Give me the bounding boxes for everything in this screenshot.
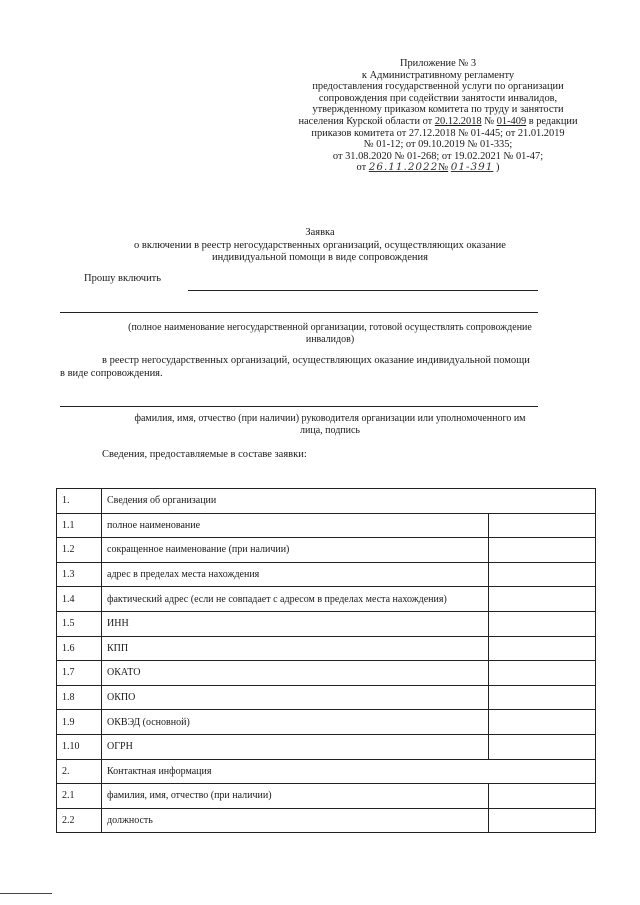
row-number: 1.4 (57, 587, 102, 612)
caption-org-name: (полное наименование негосударственной организации, готовой осуществлять сопровождение инвалидов) (128, 322, 532, 345)
row-number: 1.8 (57, 685, 102, 710)
row-label: фактический адрес (если не совпадает с адресом в пределах места нахождения) (102, 587, 489, 612)
table-row (57, 636, 596, 661)
caption-signature: фамилия, имя, отчество (при наличии) руководителя организации или уполномоченного им лица, подпись (134, 413, 526, 436)
table-row (57, 587, 596, 612)
header-line: утвержденному приказом комитета по труду и занятости (312, 104, 564, 116)
row-value-cell[interactable] (489, 710, 596, 735)
table-row (57, 685, 596, 710)
table-row (57, 513, 596, 538)
row-number: 1.5 (57, 611, 102, 636)
row-value-cell[interactable] (489, 636, 596, 661)
row-label: ОКВЭД (основной) (102, 710, 489, 735)
row-number: 2.2 (57, 808, 102, 833)
row-number: 2. (57, 759, 102, 784)
row-value-cell[interactable] (489, 513, 596, 538)
header-line: к Административному регламенту (361, 69, 515, 81)
row-number: 1.10 (57, 734, 102, 759)
row-number: 1.2 (57, 538, 102, 563)
table-row (57, 562, 596, 587)
header-line: Приложение № 3 (399, 58, 477, 69)
header-line: приказов комитета от 27.12.2018 № 01-445; от 21.01.2019 (311, 127, 565, 139)
order-number: 01-409 (496, 115, 527, 127)
header-line-handwritten: от 26.11.2022№ 01-391 ) (356, 161, 500, 174)
info-table (56, 488, 596, 833)
footer-divider (0, 893, 52, 894)
row-label: ИНН (102, 611, 489, 636)
row-value-cell[interactable] (489, 734, 596, 759)
org-name-line-1[interactable] (188, 290, 538, 291)
row-value-cell[interactable] (489, 808, 596, 833)
header-line-order: населения Курской области от 20.12.2018 № 01-409 в редакции (298, 115, 578, 127)
appendix-header (288, 58, 588, 174)
header-line: от 31.08.2020 № 01-268; от 19.02.2021 № 01-47; (332, 150, 544, 162)
row-number: 1.9 (57, 710, 102, 735)
row-value-cell[interactable] (489, 538, 596, 563)
registry-text-line2: в виде сопровождения. (60, 368, 163, 379)
row-value-cell[interactable] (489, 784, 596, 809)
order-date: 20.12.2018 (434, 115, 482, 127)
row-label: должность (102, 808, 489, 833)
table-row (57, 808, 596, 833)
row-value-cell[interactable] (489, 562, 596, 587)
row-label: ОКАТО (102, 661, 489, 686)
row-number: 1.7 (57, 661, 102, 686)
table-row (57, 538, 596, 563)
row-value-cell[interactable] (489, 611, 596, 636)
table-row (57, 759, 596, 784)
doc-subtitle-line1: о включении в реестр негосударственных организаций, осуществляющих оказание (134, 240, 506, 251)
org-name-line-2[interactable] (60, 312, 538, 313)
header-line: сопровождения при содействии занятости инвалидов, (318, 92, 558, 104)
table-row (57, 489, 596, 514)
request-label: Прошу включить (84, 273, 162, 284)
header-line: № 01-12; от 09.10.2019 № 01-335; (363, 139, 513, 151)
row-label: адрес в пределах места нахождения (102, 562, 489, 587)
signature-line[interactable] (60, 406, 538, 407)
row-value-cell[interactable] (489, 661, 596, 686)
row-label: полное наименование (102, 513, 489, 538)
row-value-cell[interactable] (489, 587, 596, 612)
header-line: предоставления государственной услуги по организации (312, 81, 564, 93)
row-label: КПП (102, 636, 489, 661)
table-row (57, 661, 596, 686)
row-label: фамилия, имя, отчество (при наличии) (102, 784, 489, 809)
handwritten-number: 01-391 (450, 161, 494, 174)
row-number: 1.3 (57, 562, 102, 587)
row-label: сокращенное наименование (при наличии) (102, 538, 489, 563)
row-label: ОГРН (102, 734, 489, 759)
registry-text-line1: в реестр негосударственных организаций, осуществляющих оказание индивидуальной помощи (102, 355, 530, 366)
doc-subtitle-line2: индивидуальной помощи в виде сопровождения (211, 252, 429, 263)
table-row (57, 734, 596, 759)
section-intro: Сведения, предоставляемые в составе заявки: (102, 449, 307, 460)
row-label: ОКПО (102, 685, 489, 710)
table-row (57, 710, 596, 735)
row-number: 2.1 (57, 784, 102, 809)
row-number: 1.6 (57, 636, 102, 661)
row-number: 1.1 (57, 513, 102, 538)
doc-title: Заявка (305, 227, 335, 238)
row-label: Сведения об организации (102, 489, 596, 514)
row-value-cell[interactable] (489, 685, 596, 710)
row-label: Контактная информация (102, 759, 596, 784)
handwritten-date: 26.11.2022 (368, 161, 439, 174)
table-row (57, 611, 596, 636)
row-number: 1. (57, 489, 102, 514)
table-row (57, 784, 596, 809)
